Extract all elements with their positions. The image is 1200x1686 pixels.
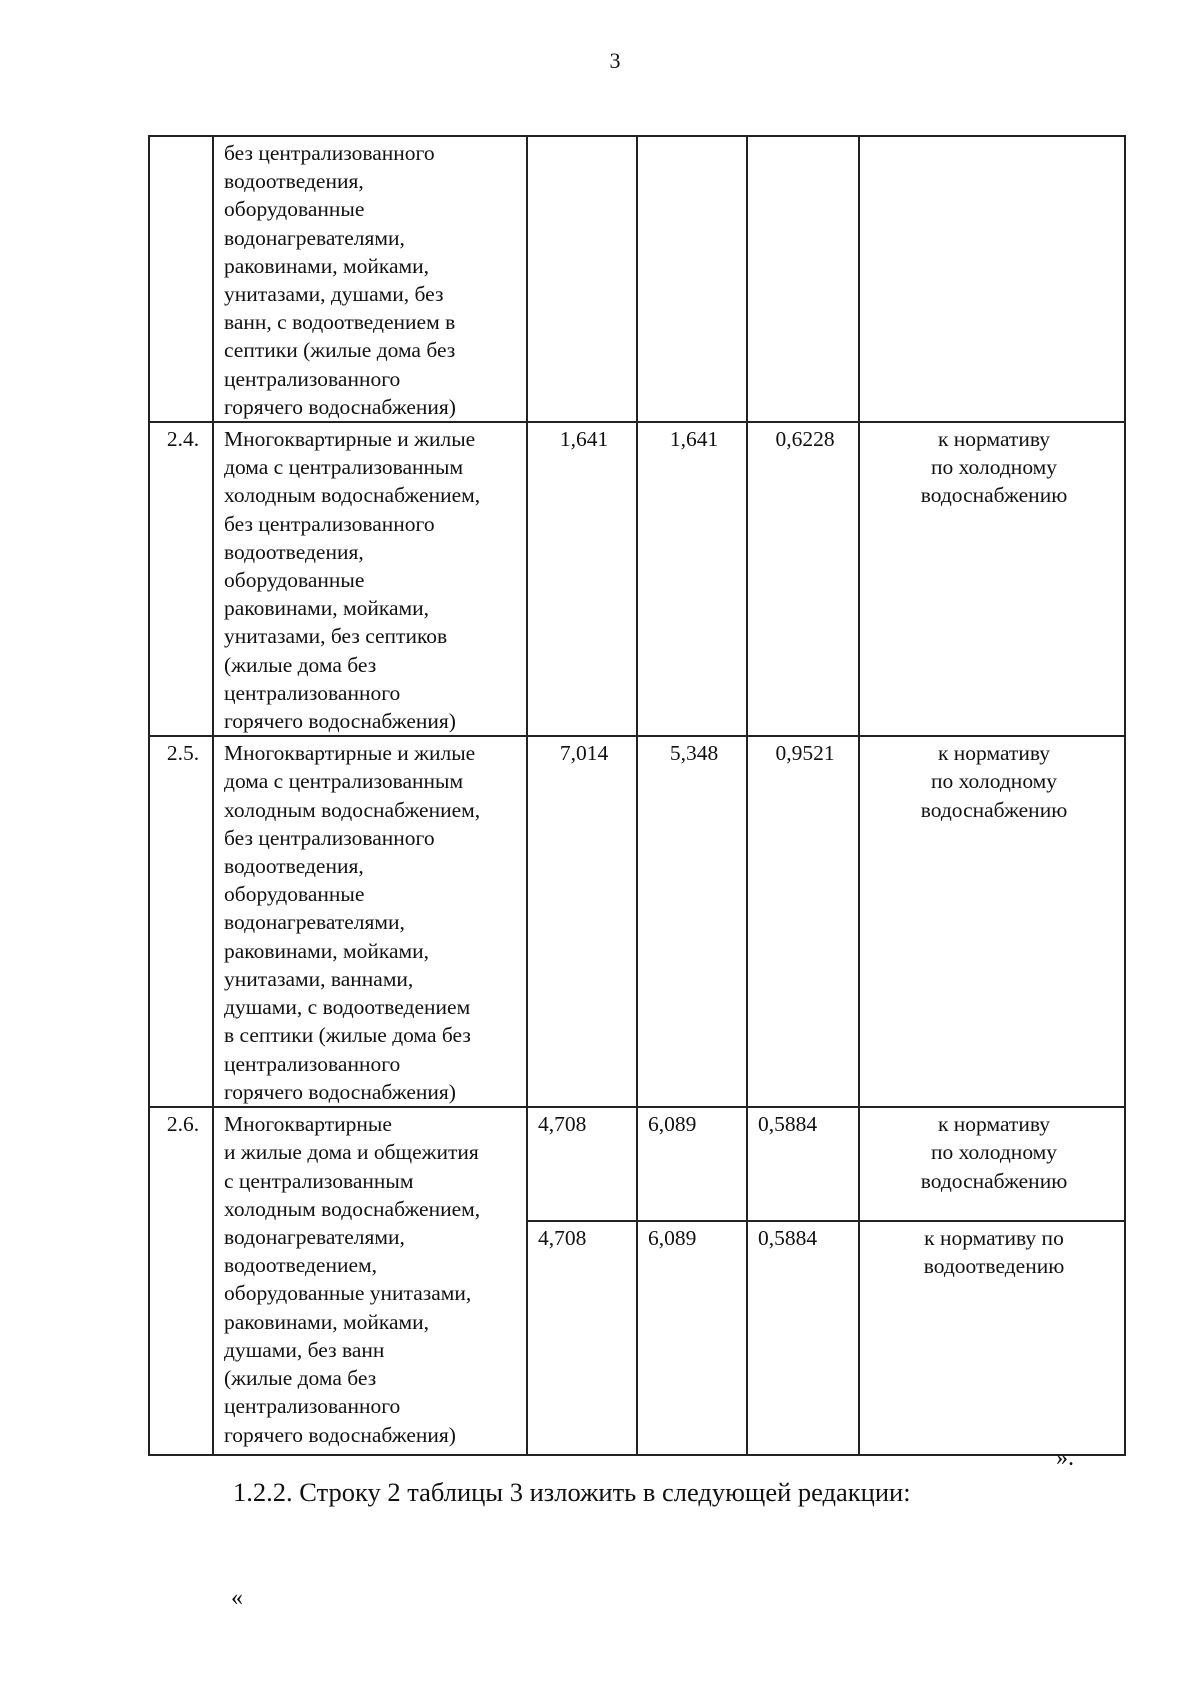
value-cell: 0,5884 — [747, 1221, 859, 1455]
value-cell: 4,708 — [527, 1107, 637, 1221]
norms-table — [148, 135, 1126, 1456]
table-row — [149, 136, 1125, 422]
value-cell: 6,089 — [637, 1107, 747, 1221]
value-cell: 6,089 — [637, 1221, 747, 1455]
note-cell — [859, 136, 1125, 422]
opening-quote: « — [231, 1585, 243, 1611]
row-number — [149, 136, 213, 422]
value-cell: 4,708 — [527, 1221, 637, 1455]
value-cell — [527, 136, 637, 422]
value-cell: 0,6228 — [747, 422, 859, 736]
note-cell: к нормативу по водоотведению — [859, 1221, 1125, 1455]
note-cell: к нормативу по холодному водоснабжению — [859, 1107, 1125, 1221]
row-number: 2.4. — [149, 422, 213, 736]
closing-quote: ». — [1056, 1445, 1074, 1471]
value-cell: 7,014 — [527, 736, 637, 1107]
value-cell: 5,348 — [637, 736, 747, 1107]
row-description: Многоквартирные и жилые дома с централизованным холодным водоснабжением, без централизованного водоотведения, оборудованные водонагревателями, раковинами, мойками, унитазами, ваннами, душами, с водоотведением в септики (жилые дома без централизованного горячего водоснабжения) — [213, 736, 527, 1107]
table-row — [149, 422, 1125, 736]
value-cell: 1,641 — [527, 422, 637, 736]
table-row — [149, 736, 1125, 1107]
note-cell: к нормативу по холодному водоснабжению — [859, 736, 1125, 1107]
row-number: 2.6. — [149, 1107, 213, 1455]
row-description: Многоквартирные и жилые дома и общежития с централизованным холодным водоснабжением, водонагревателями, водоотведением, оборудованные унитазами, раковинами, мойками, душами, без ванн (жилые дома без централизованного горячего водоснабжения) — [213, 1107, 527, 1455]
row-description: без централизованного водоотведения, оборудованные водонагревателями, раковинами, мойками, унитазами, душами, без ванн, с водоотведением в септики (жилые дома без централизованного горячего водоснабжения) — [213, 136, 527, 422]
value-cell — [747, 136, 859, 422]
page-number: 3 — [609, 48, 621, 73]
value-cell: 1,641 — [637, 422, 747, 736]
value-cell — [637, 136, 747, 422]
value-cell: 0,9521 — [747, 736, 859, 1107]
row-number: 2.5. — [149, 736, 213, 1107]
value-cell: 0,5884 — [747, 1107, 859, 1221]
table-row — [149, 1107, 1125, 1221]
note-cell: к нормативу по холодному водоснабжению — [859, 422, 1125, 736]
row-description: Многоквартирные и жилые дома с централизованным холодным водоснабжением, без централизованного водоотведения, оборудованные раковинами, мойками, унитазами, без септиков (жилые дома без централизованного горячего водоснабжения) — [213, 422, 527, 736]
instruction-paragraph: 1.2.2. Строку 2 таблицы 3 изложить в следующей редакции: — [233, 1477, 911, 1507]
